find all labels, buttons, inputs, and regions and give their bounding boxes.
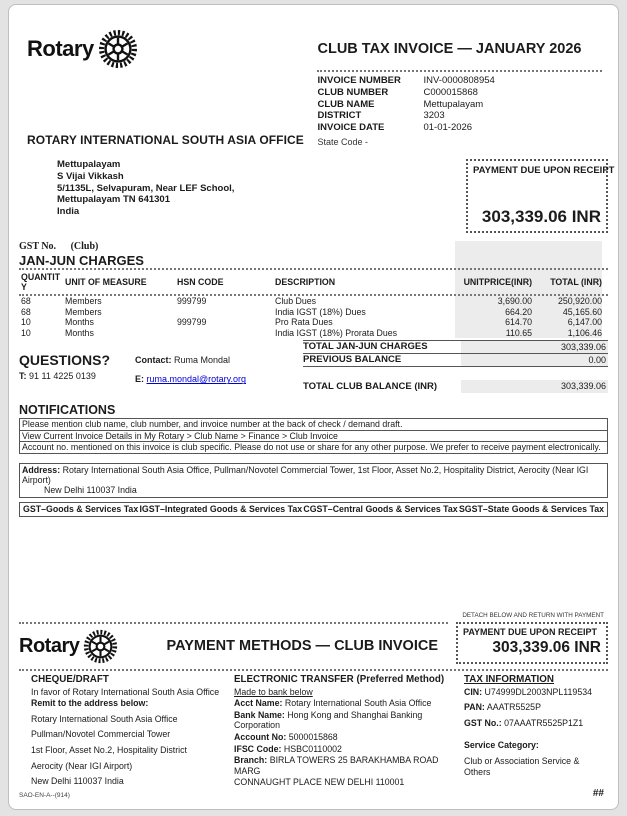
gst-def: CGST–Central Goods & Services Tax (303, 503, 458, 514)
payment-due-box-2 (456, 622, 608, 664)
total-charges-label: TOTAL JAN-JUN CHARGES (303, 341, 428, 353)
cell-qty: 10 (21, 317, 31, 328)
meta-label: INVOICE DATE (317, 122, 385, 134)
cell-desc: Pro Rata Dues (275, 317, 333, 328)
questions-phone (19, 371, 135, 381)
meta-value: 3203 (423, 110, 445, 122)
office-address-line2: New Delhi 110037 India (44, 485, 137, 496)
cell-qty: 10 (21, 327, 31, 338)
cell-desc: India IGST (18%) Dues (275, 306, 366, 317)
ifsc-code-line (234, 744, 456, 755)
notifications-box (19, 418, 608, 453)
cell-total: 1,106.46 (567, 327, 602, 338)
meta-value: C000015868 (423, 86, 478, 98)
bill-to-line: Mettupalayam (57, 158, 121, 170)
header (19, 29, 608, 147)
gst-club-label: (Club) (70, 240, 99, 252)
field-label: IFSC Code: (234, 743, 282, 754)
payment-methods-header (19, 622, 608, 664)
cheque-address-line: Aerocity (Near IGI Airport) (31, 760, 133, 771)
payment-due-box (466, 159, 615, 233)
rotary-gear-icon (98, 29, 138, 69)
table-row (19, 317, 608, 328)
payment-methods-title: PAYMENT METHODS — CLUB INVOICE (166, 638, 438, 655)
state-code: State Code - (317, 136, 369, 147)
total-charges-value: 303,339.06 (461, 341, 608, 353)
cell-hsn (177, 328, 275, 339)
cin-line (464, 687, 608, 698)
payment-due-amount: 303,339.06 INR (481, 206, 601, 226)
cheque-draft-column (19, 675, 234, 788)
office-address-line1 (22, 465, 605, 486)
pan-line (464, 702, 608, 713)
meta-label: DISTRICT (317, 110, 362, 122)
page-marker: ## (592, 788, 604, 799)
field-label: Account No: (234, 732, 287, 743)
totals-section (19, 340, 608, 393)
cheque-address-line: Rotary International South Asia Office (31, 713, 178, 724)
field-label: PAN: (464, 702, 485, 713)
cell-total: 6,147.00 (567, 317, 602, 328)
meta-row-club-name (317, 99, 602, 111)
bill-to-section (19, 158, 615, 233)
rotary-logo (27, 29, 317, 69)
electronic-transfer-column (234, 675, 456, 788)
questions-email (135, 374, 246, 384)
payment-methods-left (19, 622, 448, 664)
cell-hsn (177, 307, 275, 318)
col-total: TOTAL (INR) (550, 276, 602, 287)
meta-label: CLUB NAME (317, 98, 375, 110)
payment-due-label: PAYMENT DUE UPON RECEIPT (463, 627, 598, 638)
service-category-value: Club or Association Service & Others (464, 756, 580, 777)
payment-due-label: PAYMENT DUE UPON RECEIPT (473, 164, 615, 176)
rotary-gear-icon (83, 629, 118, 664)
address-label: Address: (22, 464, 61, 475)
field-value: U74999DL2003NPL119534 (484, 686, 592, 697)
gst-no-line (464, 718, 608, 729)
total-charges-row (303, 340, 608, 354)
contact-value: Ruma Mondal (174, 355, 231, 366)
bill-to-address (57, 159, 234, 233)
club-balance-value: 303,339.06 (461, 380, 608, 393)
cell-unit: Months (65, 317, 94, 328)
club-balance-row (303, 380, 608, 393)
col-unitprice: UNITPRICE(INR) (463, 276, 532, 287)
bank-name-line (234, 710, 456, 731)
meta-value: 01-01-2026 (423, 122, 473, 134)
rotary-logo-small (19, 629, 118, 664)
cell-unit: Months (65, 327, 94, 338)
totals-block (303, 340, 608, 393)
gst-no-label: GST No. (19, 240, 57, 252)
gst-definitions (19, 502, 608, 517)
club-balance-label: TOTAL CLUB BALANCE (INR) (303, 381, 438, 393)
rotary-logo-text: Rotary (27, 36, 94, 61)
notification-line: Please mention club name, club number, and invoice number at the back of check / demand draft. (20, 419, 607, 430)
field-value: 5000015868 (288, 732, 338, 743)
field-value: AAATR5525P (486, 702, 541, 713)
phone-label: T: (19, 371, 27, 382)
previous-balance-row (303, 354, 608, 367)
field-value: 07AAATR5525P1Z1 (504, 717, 584, 728)
cheque-title: CHEQUE/DRAFT (31, 674, 109, 686)
dotted-divider (19, 669, 608, 671)
cell-unit: Members (65, 295, 102, 306)
cell-price: 110.65 (505, 327, 532, 338)
remit-label: Remit to the address below: (31, 698, 149, 709)
field-label: Bank Name: (234, 709, 285, 720)
cell-qty: 68 (21, 295, 31, 306)
email-link[interactable]: ruma.mondal@rotary.org (146, 374, 247, 385)
email-label: E: (135, 374, 144, 385)
meta-value: INV-0000808954 (423, 75, 495, 86)
cell-price: 664.20 (505, 306, 532, 317)
cheque-address-line: Pullman/Novotel Commercial Tower (31, 729, 171, 740)
page-footer (19, 788, 608, 809)
charges-table-header (19, 268, 608, 296)
payment-details-columns (19, 675, 608, 788)
gst-def: SGST–State Goods & Services Tax (458, 503, 604, 514)
meta-row-club-number (317, 87, 602, 99)
service-category-label-line (464, 740, 608, 751)
cheque-favor-line: In favor of Rotary International South Asia Office (31, 686, 220, 697)
office-address-box (19, 463, 608, 498)
charges-section (19, 241, 608, 338)
bill-to-line: India (57, 206, 80, 218)
detach-notice-row (19, 604, 608, 622)
form-code: SAO-EN-A--(914) (19, 792, 70, 799)
table-row (19, 296, 608, 307)
office-name: ROTARY INTERNATIONAL SOUTH ASIA OFFICE (27, 132, 304, 147)
bill-to-line: S Vijai Vikkash (57, 170, 124, 182)
payment-due-amount: 303,339.06 INR (492, 639, 601, 657)
meta-label: CLUB NUMBER (317, 86, 389, 98)
invoice-meta (317, 70, 602, 147)
cell-qty: 68 (21, 306, 31, 317)
meta-row-invoice-number (317, 75, 602, 87)
detach-notice: DETACH BELOW AND RETURN WITH PAYMENT (462, 612, 604, 620)
cell-desc: India IGST (18%) Prorata Dues (275, 327, 398, 338)
field-value: BIRLA TOWERS 25 BARAKHAMBA ROAD MARG (234, 755, 439, 776)
col-description: DESCRIPTION (275, 276, 336, 287)
header-left (19, 29, 317, 147)
questions-contact (135, 355, 246, 365)
previous-balance-label: PREVIOUS BALANCE (303, 354, 402, 366)
field-label: GST No.: (464, 717, 502, 728)
invoice-document (8, 4, 619, 810)
contact-label: Contact: (135, 355, 172, 366)
charges-title: JAN-JUN CHARGES (19, 252, 144, 268)
header-right (317, 29, 608, 147)
meta-row-district (317, 110, 602, 122)
field-label: Acct Name: (234, 698, 283, 709)
col-unit-of-measure: UNIT OF MEASURE (65, 276, 147, 287)
notification-line: View Current Invoice Details in My Rotary > Club Name > Finance > Club Invoice (20, 431, 607, 442)
cell-price: 3,690.00 (497, 295, 532, 306)
previous-balance-value: 0.00 (461, 354, 608, 366)
notification-line: Account no. mentioned on this invoice is club specific. Please do not use or share for any other purpose. We prefer to receive payment electronically. (22, 442, 601, 453)
cheque-address-line: New Delhi 110037 India (31, 776, 124, 787)
page-title: CLUB TAX INVOICE — JANUARY 2026 (317, 41, 582, 57)
field-label: Branch: (234, 755, 268, 766)
cell-hsn: 999799 (177, 295, 207, 306)
cell-desc: Club Dues (275, 295, 317, 306)
table-row (19, 328, 608, 339)
service-category-label: Service Category: (464, 740, 539, 751)
field-value: Hong Kong and Shanghai Banking Corporation (234, 709, 423, 731)
bill-to-line: Mettupalayam TN 641301 (57, 194, 170, 206)
cell-total: 45,165.60 (562, 306, 602, 317)
questions-block (19, 340, 303, 393)
address-value: Rotary International South Asia Office, Pullman/Novotel Commercial Tower, 1st Floor, Asset No.2, Hospitality District, Aerocity (Near IGI Airport) (22, 464, 589, 485)
account-no-line (234, 732, 456, 743)
cell-total: 250,920.00 (557, 295, 602, 306)
col-quantity: QUANTITY (21, 271, 61, 292)
notifications-title: NOTIFICATIONS (19, 403, 116, 418)
made-to-bank-line: Made to bank below (234, 686, 313, 697)
acct-name-line (234, 698, 456, 709)
field-label: CIN: (464, 686, 483, 697)
field-value: HSBC0110002 (283, 743, 342, 754)
table-row (19, 307, 608, 318)
gst-def: GST–Goods & Services Tax (23, 503, 139, 514)
meta-label: INVOICE NUMBER (317, 75, 401, 86)
cell-unit: Members (65, 306, 102, 317)
rotary-logo-text: Rotary (19, 634, 80, 657)
gst-def: IGST–Integrated Goods & Services Tax (139, 503, 303, 514)
questions-title: QUESTIONS? (19, 352, 111, 369)
gst-club-line (19, 241, 608, 252)
col-hsn-code: HSN CODE (177, 276, 224, 287)
meta-row-invoice-date (317, 122, 602, 134)
tax-info-title: TAX INFORMATION (464, 674, 554, 686)
meta-value: Mettupalayam (423, 98, 484, 110)
cell-hsn: 999799 (177, 317, 207, 328)
phone-value: 91 11 4225 0139 (29, 371, 96, 382)
bill-to-line: 5/1135L, Selvapuram, Near LEF School, (57, 182, 235, 194)
tax-information-column (456, 675, 608, 788)
field-value: Rotary International South Asia Office (284, 698, 432, 709)
cell-price: 614.70 (505, 317, 532, 328)
electronic-title: ELECTRONIC TRANSFER (Preferred Method) (234, 674, 445, 686)
branch-city-line: CONNAUGHT PLACE NEW DELHI 110001 (234, 777, 405, 788)
blank-space (19, 517, 608, 604)
branch-line (234, 755, 456, 776)
cheque-address-line: 1st Floor, Asset No.2, Hospitality District (31, 745, 187, 756)
